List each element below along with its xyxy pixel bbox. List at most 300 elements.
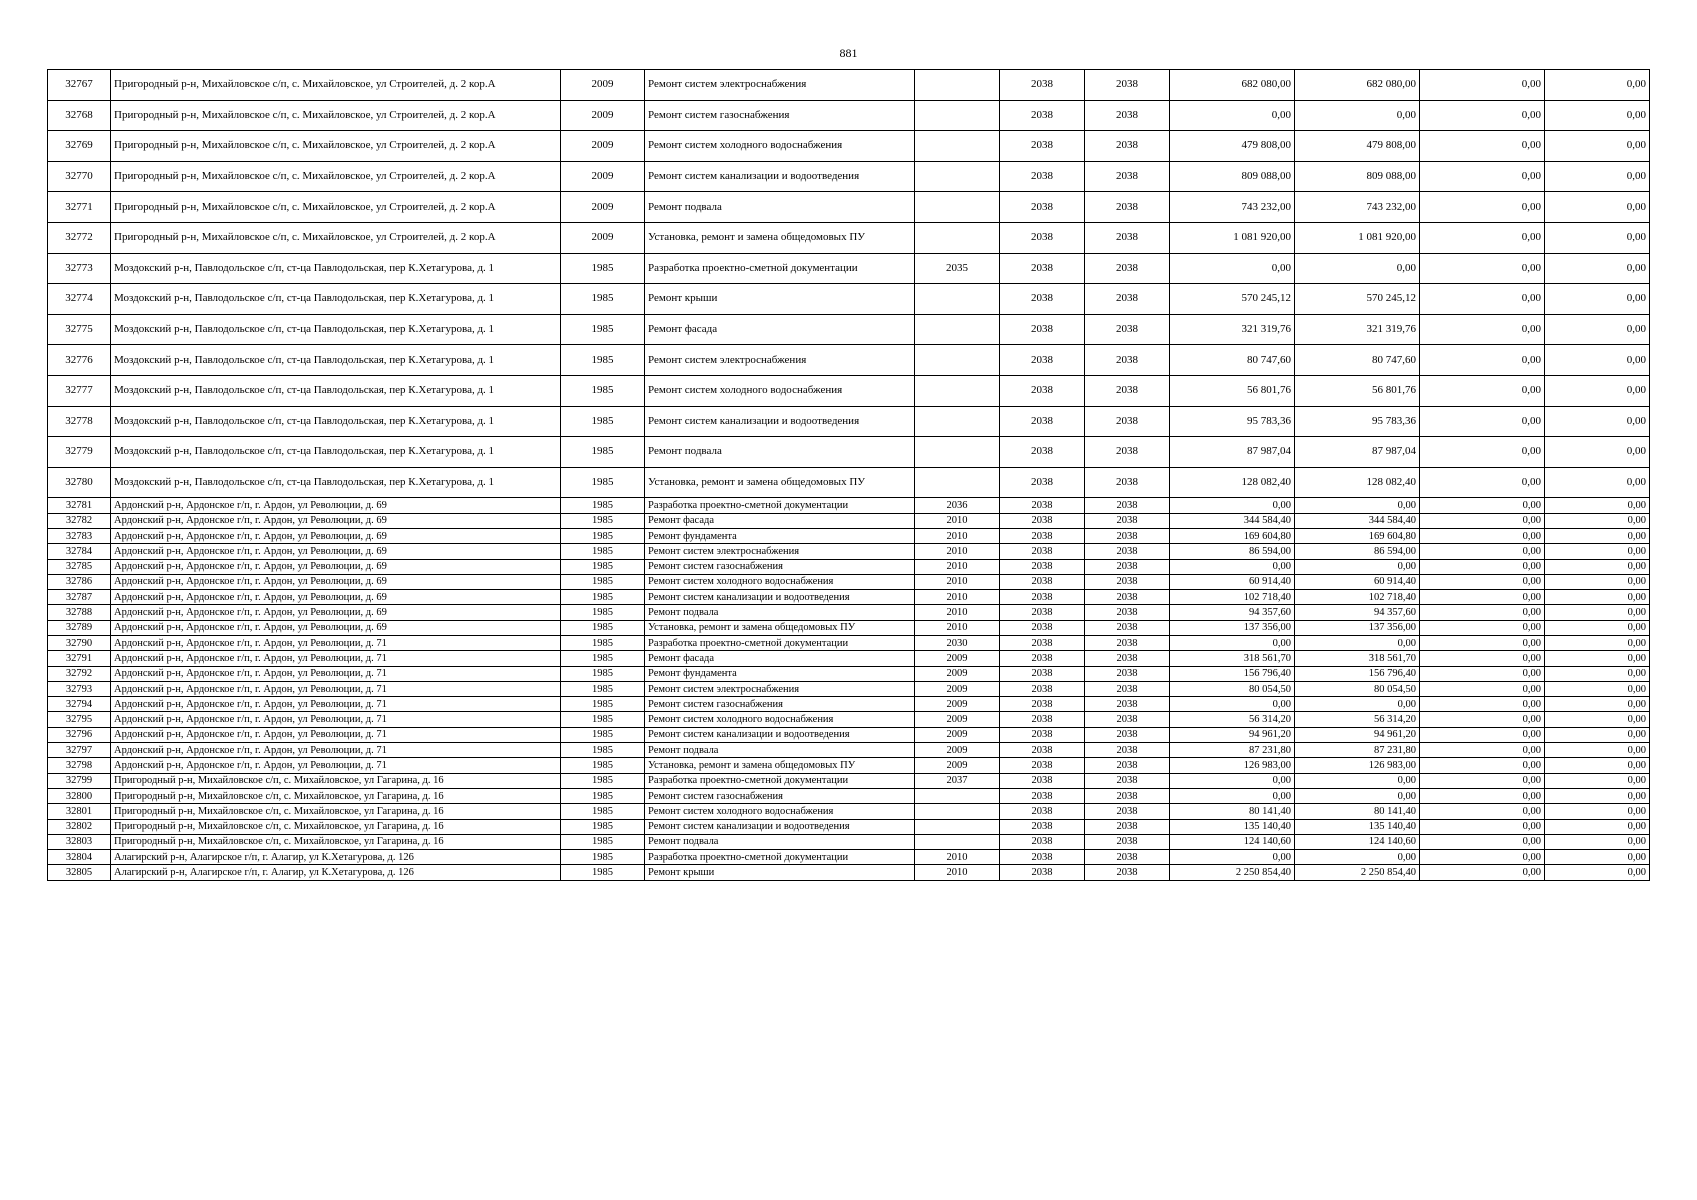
capital-repair-table <box>47 69 1650 881</box>
amount-cell: 0,00 <box>1295 697 1420 712</box>
year-built-cell: 1985 <box>561 819 645 834</box>
planned-year-cell: 2009 <box>915 681 1000 696</box>
end-year-cell: 2038 <box>1085 222 1170 253</box>
year-built-cell: 1985 <box>561 712 645 727</box>
table-row <box>48 70 1650 101</box>
record-id-cell: 32771 <box>48 192 111 223</box>
address-cell: Ардонский р-н, Ардонское г/п, г. Ардон, ул Революции, д. 69 <box>111 590 561 605</box>
amount-cell: 0,00 <box>1420 865 1545 880</box>
year-built-cell: 1985 <box>561 834 645 849</box>
amount-cell: 0,00 <box>1545 865 1650 880</box>
address-cell: Ардонский р-н, Ардонское г/п, г. Ардон, ул Революции, д. 69 <box>111 559 561 574</box>
amount-cell: 0,00 <box>1420 375 1545 406</box>
work-type-cell: Ремонт систем электроснабжения <box>645 70 915 101</box>
table-row <box>48 574 1650 589</box>
year-built-cell: 1985 <box>561 544 645 559</box>
year-built-cell: 1985 <box>561 559 645 574</box>
amount-cell: 0,00 <box>1420 788 1545 803</box>
record-id-cell: 32783 <box>48 528 111 543</box>
planned-year-cell <box>915 100 1000 131</box>
record-id-cell: 32796 <box>48 727 111 742</box>
planned-year-cell: 2009 <box>915 651 1000 666</box>
planned-year-cell <box>915 467 1000 498</box>
start-year-cell: 2038 <box>1000 375 1085 406</box>
amount-cell: 0,00 <box>1170 635 1295 650</box>
record-id-cell: 32787 <box>48 590 111 605</box>
amount-cell: 0,00 <box>1545 651 1650 666</box>
amount-cell: 0,00 <box>1545 574 1650 589</box>
start-year-cell: 2038 <box>1000 467 1085 498</box>
amount-cell: 56 314,20 <box>1295 712 1420 727</box>
address-cell: Пригородный р-н, Михайловское с/п, с. Михайловское, ул Гагарина, д. 16 <box>111 804 561 819</box>
address-cell: Моздокский р-н, Павлодольское с/п, ст-ца Павлодольская, пер К.Хетагурова, д. 1 <box>111 437 561 468</box>
start-year-cell: 2038 <box>1000 574 1085 589</box>
year-built-cell: 1985 <box>561 605 645 620</box>
amount-cell: 0,00 <box>1545 590 1650 605</box>
record-id-cell: 32773 <box>48 253 111 284</box>
amount-cell: 102 718,40 <box>1170 590 1295 605</box>
table-row <box>48 620 1650 635</box>
table-row <box>48 437 1650 468</box>
work-type-cell: Разработка проектно-сметной документации <box>645 635 915 650</box>
table-row <box>48 406 1650 437</box>
planned-year-cell <box>915 131 1000 162</box>
amount-cell: 0,00 <box>1545 605 1650 620</box>
year-built-cell: 1985 <box>561 620 645 635</box>
planned-year-cell: 2010 <box>915 850 1000 865</box>
amount-cell: 0,00 <box>1170 850 1295 865</box>
planned-year-cell: 2009 <box>915 666 1000 681</box>
start-year-cell: 2038 <box>1000 620 1085 635</box>
amount-cell: 809 088,00 <box>1170 161 1295 192</box>
address-cell: Ардонский р-н, Ардонское г/п, г. Ардон, ул Революции, д. 71 <box>111 635 561 650</box>
amount-cell: 0,00 <box>1545 100 1650 131</box>
amount-cell: 135 140,40 <box>1295 819 1420 834</box>
planned-year-cell <box>915 161 1000 192</box>
amount-cell: 0,00 <box>1420 743 1545 758</box>
year-built-cell: 1985 <box>561 406 645 437</box>
amount-cell: 95 783,36 <box>1295 406 1420 437</box>
record-id-cell: 32797 <box>48 743 111 758</box>
planned-year-cell: 2037 <box>915 773 1000 788</box>
amount-cell: 0,00 <box>1545 345 1650 376</box>
end-year-cell: 2038 <box>1085 804 1170 819</box>
address-cell: Ардонский р-н, Ардонское г/п, г. Ардон, ул Революции, д. 69 <box>111 605 561 620</box>
record-id-cell: 32780 <box>48 467 111 498</box>
amount-cell: 0,00 <box>1545 513 1650 528</box>
table-row <box>48 804 1650 819</box>
table-row <box>48 222 1650 253</box>
amount-cell: 0,00 <box>1420 70 1545 101</box>
work-type-cell: Ремонт систем электроснабжения <box>645 681 915 696</box>
amount-cell: 0,00 <box>1420 850 1545 865</box>
record-id-cell: 32804 <box>48 850 111 865</box>
amount-cell: 0,00 <box>1170 100 1295 131</box>
amount-cell: 0,00 <box>1420 605 1545 620</box>
amount-cell: 0,00 <box>1170 788 1295 803</box>
start-year-cell: 2038 <box>1000 528 1085 543</box>
planned-year-cell <box>915 437 1000 468</box>
start-year-cell: 2038 <box>1000 635 1085 650</box>
amount-cell: 80 747,60 <box>1170 345 1295 376</box>
amount-cell: 0,00 <box>1295 788 1420 803</box>
amount-cell: 0,00 <box>1420 620 1545 635</box>
amount-cell: 0,00 <box>1420 666 1545 681</box>
start-year-cell: 2038 <box>1000 544 1085 559</box>
address-cell: Ардонский р-н, Ардонское г/п, г. Ардон, ул Революции, д. 69 <box>111 544 561 559</box>
year-built-cell: 1985 <box>561 528 645 543</box>
start-year-cell: 2038 <box>1000 345 1085 376</box>
end-year-cell: 2038 <box>1085 161 1170 192</box>
record-id-cell: 32801 <box>48 804 111 819</box>
amount-cell: 0,00 <box>1420 590 1545 605</box>
amount-cell: 60 914,40 <box>1295 574 1420 589</box>
amount-cell: 0,00 <box>1420 131 1545 162</box>
end-year-cell: 2038 <box>1085 406 1170 437</box>
address-cell: Моздокский р-н, Павлодольское с/п, ст-ца Павлодольская, пер К.Хетагурова, д. 1 <box>111 284 561 315</box>
start-year-cell: 2038 <box>1000 773 1085 788</box>
table-body <box>48 70 1650 881</box>
year-built-cell: 1985 <box>561 284 645 315</box>
amount-cell: 0,00 <box>1545 773 1650 788</box>
address-cell: Пригородный р-н, Михайловское с/п, с. Михайловское, ул Строителей, д. 2 кор.А <box>111 70 561 101</box>
work-type-cell: Ремонт фасада <box>645 513 915 528</box>
work-type-cell: Ремонт систем канализации и водоотведения <box>645 161 915 192</box>
planned-year-cell: 2010 <box>915 605 1000 620</box>
work-type-cell: Ремонт подвала <box>645 743 915 758</box>
start-year-cell: 2038 <box>1000 743 1085 758</box>
end-year-cell: 2038 <box>1085 253 1170 284</box>
table-row <box>48 635 1650 650</box>
amount-cell: 682 080,00 <box>1295 70 1420 101</box>
end-year-cell: 2038 <box>1085 100 1170 131</box>
amount-cell: 87 987,04 <box>1295 437 1420 468</box>
address-cell: Ардонский р-н, Ардонское г/п, г. Ардон, ул Революции, д. 71 <box>111 697 561 712</box>
start-year-cell: 2038 <box>1000 131 1085 162</box>
year-built-cell: 1985 <box>561 758 645 773</box>
year-built-cell: 1985 <box>561 437 645 468</box>
end-year-cell: 2038 <box>1085 528 1170 543</box>
year-built-cell: 2009 <box>561 222 645 253</box>
amount-cell: 318 561,70 <box>1170 651 1295 666</box>
planned-year-cell <box>915 406 1000 437</box>
amount-cell: 80 141,40 <box>1170 804 1295 819</box>
amount-cell: 0,00 <box>1545 666 1650 681</box>
record-id-cell: 32777 <box>48 375 111 406</box>
start-year-cell: 2038 <box>1000 498 1085 513</box>
amount-cell: 0,00 <box>1170 498 1295 513</box>
work-type-cell: Ремонт систем газоснабжения <box>645 559 915 574</box>
table-row <box>48 727 1650 742</box>
address-cell: Алагирский р-н, Алагирское г/п, г. Алагир, ул К.Хетагурова, д. 126 <box>111 850 561 865</box>
end-year-cell: 2038 <box>1085 819 1170 834</box>
planned-year-cell: 2009 <box>915 712 1000 727</box>
amount-cell: 0,00 <box>1295 559 1420 574</box>
year-built-cell: 2009 <box>561 131 645 162</box>
planned-year-cell <box>915 375 1000 406</box>
work-type-cell: Ремонт подвала <box>645 834 915 849</box>
start-year-cell: 2038 <box>1000 850 1085 865</box>
start-year-cell: 2038 <box>1000 513 1085 528</box>
start-year-cell: 2038 <box>1000 758 1085 773</box>
table-row <box>48 192 1650 223</box>
work-type-cell: Разработка проектно-сметной документации <box>645 498 915 513</box>
amount-cell: 0,00 <box>1295 773 1420 788</box>
year-built-cell: 1985 <box>561 743 645 758</box>
address-cell: Пригородный р-н, Михайловское с/п, с. Михайловское, ул Гагарина, д. 16 <box>111 788 561 803</box>
address-cell: Моздокский р-н, Павлодольское с/п, ст-ца Павлодольская, пер К.Хетагурова, д. 1 <box>111 253 561 284</box>
record-id-cell: 32803 <box>48 834 111 849</box>
year-built-cell: 1985 <box>561 635 645 650</box>
amount-cell: 0,00 <box>1295 850 1420 865</box>
start-year-cell: 2038 <box>1000 192 1085 223</box>
planned-year-cell: 2010 <box>915 865 1000 880</box>
amount-cell: 0,00 <box>1420 161 1545 192</box>
planned-year-cell: 2009 <box>915 697 1000 712</box>
work-type-cell: Ремонт систем электроснабжения <box>645 544 915 559</box>
amount-cell: 87 231,80 <box>1295 743 1420 758</box>
amount-cell: 87 231,80 <box>1170 743 1295 758</box>
address-cell: Моздокский р-н, Павлодольское с/п, ст-ца Павлодольская, пер К.Хетагурова, д. 1 <box>111 314 561 345</box>
record-id-cell: 32790 <box>48 635 111 650</box>
end-year-cell: 2038 <box>1085 651 1170 666</box>
table-row <box>48 253 1650 284</box>
amount-cell: 56 801,76 <box>1170 375 1295 406</box>
table-row <box>48 528 1650 543</box>
table-row <box>48 467 1650 498</box>
amount-cell: 0,00 <box>1420 467 1545 498</box>
end-year-cell: 2038 <box>1085 666 1170 681</box>
start-year-cell: 2038 <box>1000 819 1085 834</box>
amount-cell: 0,00 <box>1545 528 1650 543</box>
amount-cell: 94 357,60 <box>1295 605 1420 620</box>
start-year-cell: 2038 <box>1000 100 1085 131</box>
record-id-cell: 32776 <box>48 345 111 376</box>
amount-cell: 126 983,00 <box>1170 758 1295 773</box>
table-row <box>48 743 1650 758</box>
amount-cell: 80 054,50 <box>1170 681 1295 696</box>
amount-cell: 0,00 <box>1295 100 1420 131</box>
start-year-cell: 2038 <box>1000 651 1085 666</box>
amount-cell: 0,00 <box>1420 681 1545 696</box>
amount-cell: 0,00 <box>1420 559 1545 574</box>
planned-year-cell <box>915 834 1000 849</box>
amount-cell: 0,00 <box>1420 635 1545 650</box>
address-cell: Ардонский р-н, Ардонское г/п, г. Ардон, ул Революции, д. 71 <box>111 651 561 666</box>
amount-cell: 2 250 854,40 <box>1295 865 1420 880</box>
amount-cell: 0,00 <box>1545 743 1650 758</box>
start-year-cell: 2038 <box>1000 681 1085 696</box>
amount-cell: 94 961,20 <box>1295 727 1420 742</box>
table-row <box>48 314 1650 345</box>
amount-cell: 0,00 <box>1420 773 1545 788</box>
year-built-cell: 2009 <box>561 192 645 223</box>
year-built-cell: 2009 <box>561 100 645 131</box>
address-cell: Ардонский р-н, Ардонское г/п, г. Ардон, ул Революции, д. 69 <box>111 620 561 635</box>
record-id-cell: 32788 <box>48 605 111 620</box>
amount-cell: 0,00 <box>1545 804 1650 819</box>
planned-year-cell: 2030 <box>915 635 1000 650</box>
work-type-cell: Разработка проектно-сметной документации <box>645 253 915 284</box>
end-year-cell: 2038 <box>1085 375 1170 406</box>
amount-cell: 0,00 <box>1170 253 1295 284</box>
work-type-cell: Ремонт систем холодного водоснабжения <box>645 574 915 589</box>
amount-cell: 0,00 <box>1545 697 1650 712</box>
end-year-cell: 2038 <box>1085 345 1170 376</box>
amount-cell: 137 356,00 <box>1170 620 1295 635</box>
work-type-cell: Ремонт систем канализации и водоотведения <box>645 727 915 742</box>
end-year-cell: 2038 <box>1085 850 1170 865</box>
record-id-cell: 32770 <box>48 161 111 192</box>
planned-year-cell: 2009 <box>915 758 1000 773</box>
amount-cell: 0,00 <box>1545 635 1650 650</box>
amount-cell: 0,00 <box>1545 253 1650 284</box>
amount-cell: 56 801,76 <box>1295 375 1420 406</box>
work-type-cell: Ремонт систем холодного водоснабжения <box>645 804 915 819</box>
start-year-cell: 2038 <box>1000 697 1085 712</box>
address-cell: Пригородный р-н, Михайловское с/п, с. Михайловское, ул Строителей, д. 2 кор.А <box>111 222 561 253</box>
amount-cell: 128 082,40 <box>1170 467 1295 498</box>
year-built-cell: 1985 <box>561 574 645 589</box>
start-year-cell: 2038 <box>1000 559 1085 574</box>
table-row <box>48 498 1650 513</box>
start-year-cell: 2038 <box>1000 727 1085 742</box>
amount-cell: 102 718,40 <box>1295 590 1420 605</box>
end-year-cell: 2038 <box>1085 513 1170 528</box>
amount-cell: 321 319,76 <box>1295 314 1420 345</box>
amount-cell: 0,00 <box>1545 498 1650 513</box>
work-type-cell: Ремонт подвала <box>645 192 915 223</box>
work-type-cell: Разработка проектно-сметной документации <box>645 850 915 865</box>
record-id-cell: 32805 <box>48 865 111 880</box>
amount-cell: 0,00 <box>1420 192 1545 223</box>
end-year-cell: 2038 <box>1085 131 1170 162</box>
planned-year-cell: 2010 <box>915 590 1000 605</box>
amount-cell: 2 250 854,40 <box>1170 865 1295 880</box>
table-row <box>48 345 1650 376</box>
record-id-cell: 32798 <box>48 758 111 773</box>
table-row <box>48 590 1650 605</box>
table-row <box>48 559 1650 574</box>
end-year-cell: 2038 <box>1085 697 1170 712</box>
address-cell: Моздокский р-н, Павлодольское с/п, ст-ца Павлодольская, пер К.Хетагурова, д. 1 <box>111 467 561 498</box>
amount-cell: 124 140,60 <box>1295 834 1420 849</box>
year-built-cell: 2009 <box>561 70 645 101</box>
amount-cell: 0,00 <box>1420 406 1545 437</box>
amount-cell: 0,00 <box>1545 467 1650 498</box>
amount-cell: 0,00 <box>1295 635 1420 650</box>
record-id-cell: 32785 <box>48 559 111 574</box>
amount-cell: 344 584,40 <box>1295 513 1420 528</box>
work-type-cell: Ремонт систем канализации и водоотведения <box>645 406 915 437</box>
amount-cell: 0,00 <box>1420 651 1545 666</box>
table-row <box>48 758 1650 773</box>
address-cell: Пригородный р-н, Михайловское с/п, с. Михайловское, ул Строителей, д. 2 кор.А <box>111 100 561 131</box>
planned-year-cell <box>915 284 1000 315</box>
table-row <box>48 865 1650 880</box>
amount-cell: 0,00 <box>1295 253 1420 284</box>
page-number: 881 <box>839 46 858 60</box>
amount-cell: 321 319,76 <box>1170 314 1295 345</box>
amount-cell: 0,00 <box>1545 620 1650 635</box>
amount-cell: 94 961,20 <box>1170 727 1295 742</box>
amount-cell: 87 987,04 <box>1170 437 1295 468</box>
table-row <box>48 100 1650 131</box>
end-year-cell: 2038 <box>1085 544 1170 559</box>
record-id-cell: 32799 <box>48 773 111 788</box>
start-year-cell: 2038 <box>1000 865 1085 880</box>
year-built-cell: 1985 <box>561 681 645 696</box>
planned-year-cell <box>915 804 1000 819</box>
end-year-cell: 2038 <box>1085 635 1170 650</box>
table-row <box>48 131 1650 162</box>
amount-cell: 0,00 <box>1420 697 1545 712</box>
amount-cell: 0,00 <box>1420 712 1545 727</box>
year-built-cell: 1985 <box>561 865 645 880</box>
planned-year-cell <box>915 70 1000 101</box>
record-id-cell: 32772 <box>48 222 111 253</box>
amount-cell: 137 356,00 <box>1295 620 1420 635</box>
amount-cell: 169 604,80 <box>1295 528 1420 543</box>
amount-cell: 0,00 <box>1545 161 1650 192</box>
start-year-cell: 2038 <box>1000 804 1085 819</box>
end-year-cell: 2038 <box>1085 70 1170 101</box>
record-id-cell: 32769 <box>48 131 111 162</box>
amount-cell: 1 081 920,00 <box>1295 222 1420 253</box>
amount-cell: 0,00 <box>1545 712 1650 727</box>
year-built-cell: 1985 <box>561 375 645 406</box>
planned-year-cell: 2009 <box>915 743 1000 758</box>
amount-cell: 479 808,00 <box>1295 131 1420 162</box>
amount-cell: 743 232,00 <box>1295 192 1420 223</box>
planned-year-cell: 2010 <box>915 559 1000 574</box>
amount-cell: 344 584,40 <box>1170 513 1295 528</box>
end-year-cell: 2038 <box>1085 590 1170 605</box>
amount-cell: 0,00 <box>1420 437 1545 468</box>
address-cell: Ардонский р-н, Ардонское г/п, г. Ардон, ул Революции, д. 71 <box>111 727 561 742</box>
table-row <box>48 788 1650 803</box>
end-year-cell: 2038 <box>1085 620 1170 635</box>
work-type-cell: Ремонт крыши <box>645 284 915 315</box>
end-year-cell: 2038 <box>1085 498 1170 513</box>
work-type-cell: Установка, ремонт и замена общедомовых ПУ <box>645 758 915 773</box>
end-year-cell: 2038 <box>1085 559 1170 574</box>
start-year-cell: 2038 <box>1000 70 1085 101</box>
planned-year-cell: 2010 <box>915 544 1000 559</box>
amount-cell: 80 747,60 <box>1295 345 1420 376</box>
amount-cell: 80 054,50 <box>1295 681 1420 696</box>
address-cell: Ардонский р-н, Ардонское г/п, г. Ардон, ул Революции, д. 71 <box>111 758 561 773</box>
amount-cell: 0,00 <box>1420 314 1545 345</box>
start-year-cell: 2038 <box>1000 222 1085 253</box>
work-type-cell: Ремонт систем канализации и водоотведения <box>645 590 915 605</box>
amount-cell: 0,00 <box>1420 513 1545 528</box>
end-year-cell: 2038 <box>1085 727 1170 742</box>
amount-cell: 0,00 <box>1420 758 1545 773</box>
work-type-cell: Ремонт фундамента <box>645 528 915 543</box>
year-built-cell: 1985 <box>561 590 645 605</box>
planned-year-cell: 2009 <box>915 727 1000 742</box>
start-year-cell: 2038 <box>1000 406 1085 437</box>
start-year-cell: 2038 <box>1000 284 1085 315</box>
address-cell: Ардонский р-н, Ардонское г/п, г. Ардон, ул Революции, д. 71 <box>111 666 561 681</box>
amount-cell: 86 594,00 <box>1295 544 1420 559</box>
work-type-cell: Установка, ремонт и замена общедомовых ПУ <box>645 222 915 253</box>
amount-cell: 0,00 <box>1420 100 1545 131</box>
address-cell: Пригородный р-н, Михайловское с/п, с. Михайловское, ул Гагарина, д. 16 <box>111 834 561 849</box>
year-built-cell: 1985 <box>561 788 645 803</box>
work-type-cell: Ремонт фасада <box>645 314 915 345</box>
